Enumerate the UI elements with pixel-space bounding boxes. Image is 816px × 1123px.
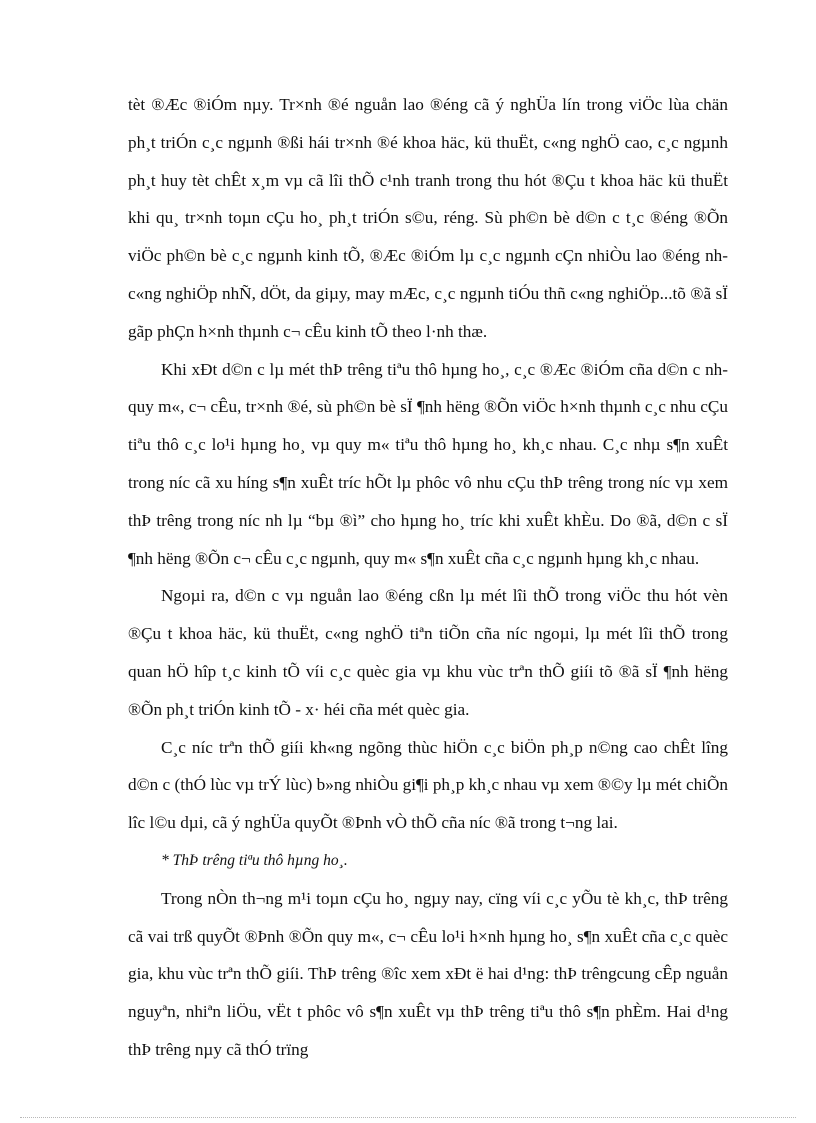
paragraph-3: Ngoµi ra, d©n c vµ nguån lao ®éng cßn lµ mét lîi thÕ trong viÖc thu hót vèn ®Çu t khoa häc, kü thuËt, c«ng nghÖ tiªn tiÕn cña níc ngoµi, lµ mét lîi thÕ trong quan hÖ hîp t¸c kinh tÕ víi c¸c quèc gia vµ khu vùc trªn thÕ giíi tõ ®ã sÏ ¶nh hëng ®Õn ph¸t triÓn kinh tÕ - x· héi cña mét quèc gia. bbox=[128, 586, 728, 719]
paragraph-1: tèt ®Æc ®iÓm nµy. Tr×nh ®é nguån lao ®éng cã ý nghÜa lín trong viÖc lùa chän ph¸t triÓn c¸c ngµnh ®ßi hái tr×nh ®é khoa häc, kü thuËt, c«ng nghÖ cao, c¸c ngµnh ph¸t huy tèt chÊt x¸m vµ cã lîi thÕ c¹nh tranh trong thu hót ®Çu t khoa häc kü thuËt khi qu¸ tr×nh toµn cÇu ho¸ ph¸t triÓn s©u, réng. Sù ph©n bè d©n c t¸c ®éng ®Õn viÖc ph©n bè c¸c ngµnh kinh tÕ, ®Æc ®iÓm lµ c¸c ngµnh cÇn nhiÒu lao ®éng nh c«ng nghiÖp nhÑ, dÖt, da giµy, may mÆc, c¸c ngµnh tiÓu thñ c«ng nghiÖp...tõ ®ã sÏ gãp phÇn h×nh thµnh c¬ cÊu kinh tÕ theo l·nh thæ. bbox=[128, 95, 728, 341]
paragraph-2: Khi xÐt d©n c lµ mét thÞ trêng tiªu thô hµng ho¸, c¸c ®Æc ®iÓm cña d©n c nh quy m«, c¬ cÊu, tr×nh ®é, sù ph©n bè sÏ ¶nh hëng ®Õn viÖc h×nh thµnh c¸c nhu cÇu tiªu thô c¸c lo¹i hµng ho¸ vµ quy m« tiªu thô hµng ho¸ kh¸c nhau. C¸c nhµ s¶n xuÊt trong níc cã xu híng s¶n xuÊt tríc hÕt lµ phôc vô nhu cÇu thÞ trêng trong níc vµ xem thÞ trêng trong níc nh lµ “bµ ®ì” cho hµng ho¸ tríc khi xuÊt khÈu. Do ®ã, d©n c sÏ ¶nh hëng ®Õn c¬ cÊu c¸c ngµnh, quy m« s¶n xuÊt cña c¸c ngµnh hµng kh¸c nhau. bbox=[128, 359, 728, 568]
body-text bbox=[128, 86, 728, 1069]
section-heading: * ThÞ trêng tiªu thô hµng ho¸. bbox=[161, 851, 348, 869]
paragraph-5: Trong nÒn th¬ng m¹i toµn cÇu ho¸ ngµy nay, cïng víi c¸c yÕu tè kh¸c, thÞ trêng cã vai trß quyÕt ®Þnh ®Õn quy m«, c¬ cÊu lo¹i h×nh hµng ho¸ s¶n xuÊt cña c¸c quèc gia, khu vùc trªn thÕ giíi. ThÞ trêng ®îc xem xÐt ë hai d¹ng: thÞ trêngcung cÊp nguån nguyªn, nhiªn liÖu, vËt t phôc vô s¶n xuÊt vµ thÞ trêng tiªu thô s¶n phÈm. Hai d¹ng thÞ trêng nµy cã thÓ trïng bbox=[128, 888, 728, 1059]
paragraph-4: C¸c níc trªn thÕ giíi kh«ng ngõng thùc hiÖn c¸c biÖn ph¸p n©ng cao chÊt lîng d©n c (thÓ lùc vµ trÝ lùc) b»ng nhiÒu gi¶i ph¸p kh¸c nhau vµ xem ®©y lµ mét chiÕn lîc l©u dµi, cã ý nghÜa quyÕt ®Þnh vÒ thÕ cña níc ®ã trong t¬ng lai. bbox=[128, 737, 728, 833]
page-bottom-divider bbox=[20, 1117, 796, 1118]
